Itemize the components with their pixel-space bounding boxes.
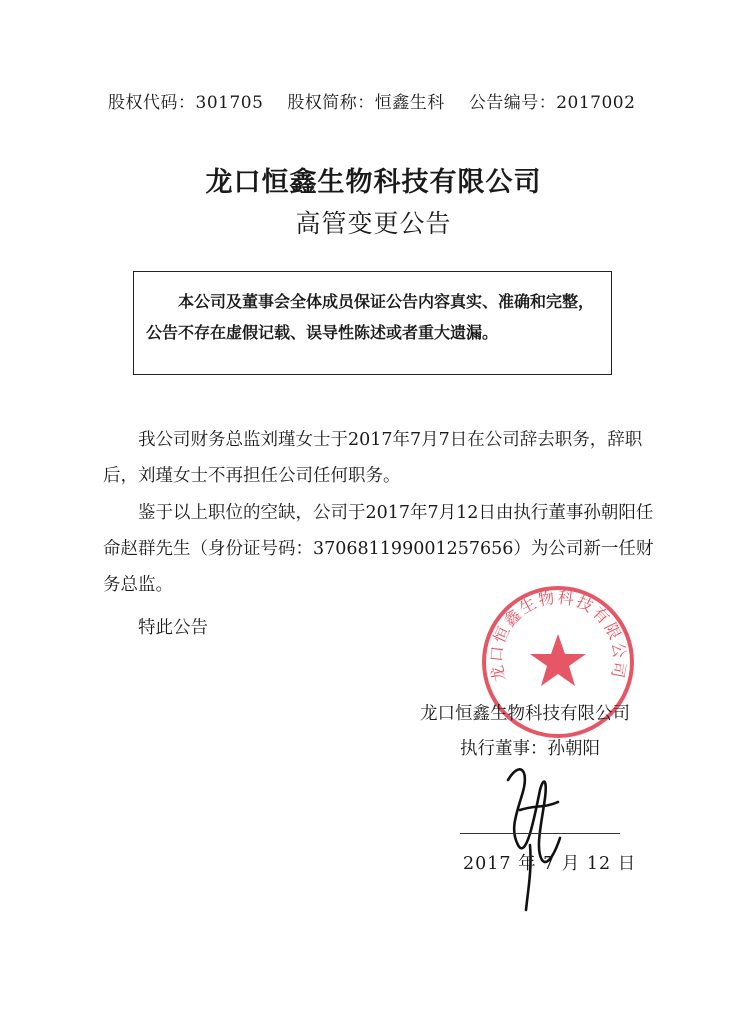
seal-text: 龙口恒鑫生物科技有限公司 (486, 587, 630, 684)
company-title: 龙口恒鑫生物科技有限公司 (205, 167, 542, 198)
stock-short-name: 股权简称：恒鑫生科 (287, 93, 445, 113)
signature-company: 龙口恒鑫生物科技有限公司 (420, 704, 630, 724)
signature-line (460, 833, 620, 834)
disclaimer-box (133, 271, 612, 375)
paragraph-appointment: 鉴于以上职位的空缺，公司于2017年7月12日由执行董事孙朝阳任命赵群先生（身份证号码：370681199001257656）为公司新一任财务总监。 (103, 503, 654, 595)
signature-date: 2017 年 7 月 12 日 (463, 854, 637, 874)
header-info (108, 88, 668, 113)
seal-star-icon (530, 634, 586, 686)
announcement-title: 高管变更公告 (295, 209, 452, 238)
signature-director: 执行董事：孙朝阳 (460, 739, 600, 759)
paragraph-closing: 特此公告 (138, 618, 208, 638)
disclaimer-text: 本公司及董事会全体成员保证公告内容真实、准确和完整，公告不存在虚假记载、误导性陈述或者重大遗漏。 (146, 292, 595, 342)
stock-code: 股权代码：301705 (108, 93, 264, 113)
notice-number: 公告编号：2017002 (468, 93, 636, 113)
paragraph-resignation: 我公司财务总监刘瑾女士于2017年7月7日在公司辞去职务，辞职后，刘瑾女士不再担任公司任何职务。 (103, 430, 643, 486)
